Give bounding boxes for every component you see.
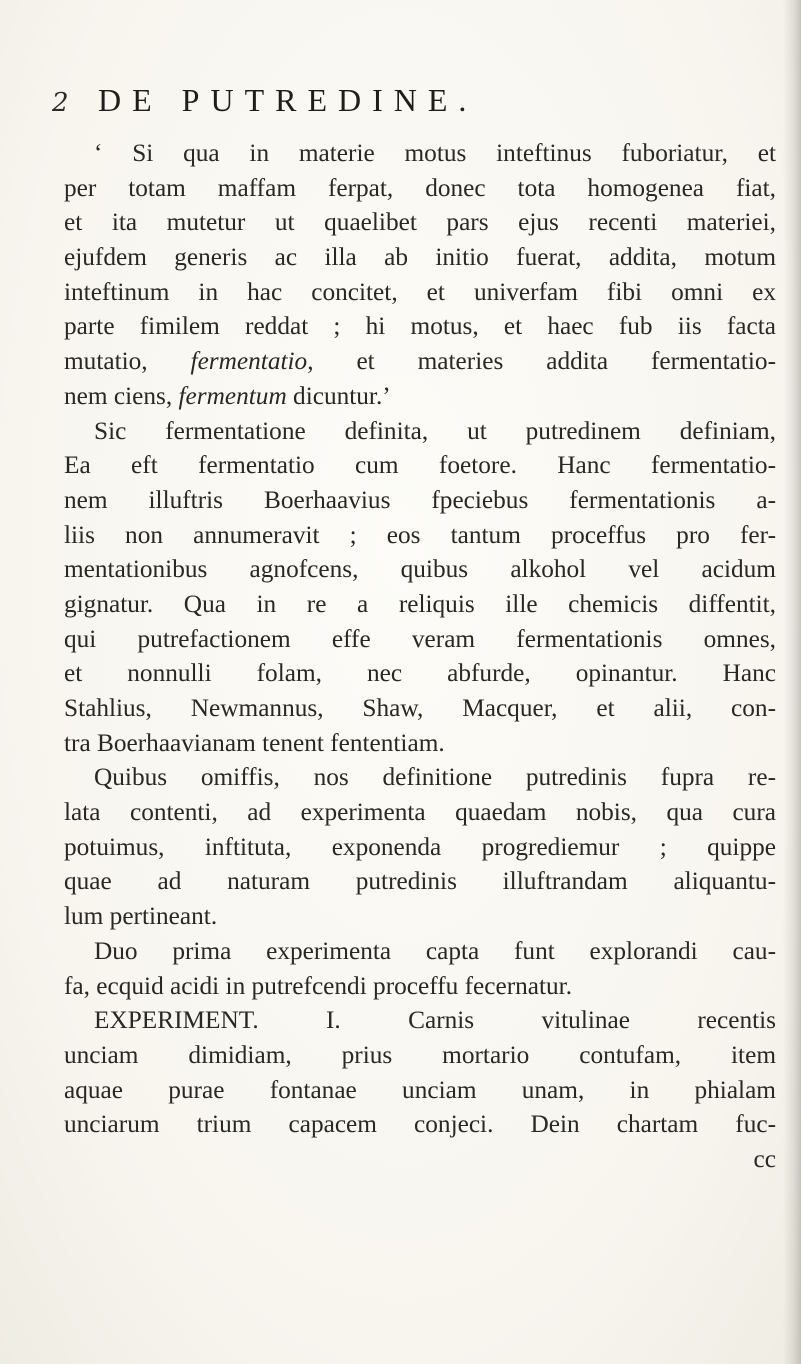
text-line: Duo prima experimenta capta funt explorandi cau- — [94, 936, 776, 965]
text-line: inteftinum in hac concitet, et univerfam fibi omni ex — [64, 277, 776, 306]
text-line: tra Boerhaavianam tenent fententiam. — [64, 728, 445, 757]
italic-term: fermentatio — [190, 347, 308, 376]
text-line: liis non annumeravit ; eos tantum proceffus pro fer- — [64, 520, 776, 549]
text-run: nem ciens, — [64, 381, 179, 410]
text-line: Sic fermentatione definita, ut putredinem definiam, — [94, 416, 776, 445]
text-line — [64, 379, 776, 414]
page-number: 2 — [52, 88, 69, 118]
text-line: potuimus, inftituta, exponenda progrediemur ; quippe — [64, 832, 776, 861]
text-line: et ita mutetur ut quaelibet pars ejus recenti materiei, — [64, 208, 776, 237]
text-line: Quibus omiffis, nos definitione putredinis fupra re- — [94, 763, 776, 792]
text-line: unciam dimidiam, prius mortario contufam, item — [64, 1040, 776, 1069]
text-run: dicuntur.’ — [286, 381, 391, 410]
page-header — [52, 82, 752, 128]
text-line: unciarum trium capacem conjeci. Dein chartam fuc- — [64, 1110, 776, 1139]
text-line: cc — [753, 1144, 776, 1173]
italic-term: fermentum — [178, 381, 287, 410]
text-line: et nonnulli folam, nec abfurde, opinantur. Hanc — [64, 659, 776, 688]
text-line: Stahlius, Newmannus, Shaw, Macquer, et alii, con- — [64, 694, 776, 722]
text-line: parte fimilem reddat ; hi motus, et haec fub iis facta — [64, 312, 776, 341]
text-run: , et materies addita fermentatio- — [307, 347, 776, 376]
text-run: mutatio, — [64, 347, 191, 376]
text-line: per totam maffam ferpat, donec tota homogenea fiat, — [64, 173, 776, 202]
running-title: DE PUTREDINE. — [98, 82, 478, 118]
text-line: quae ad naturam putredinis illuftrandam aliquantu- — [64, 867, 776, 896]
text-line: mentationibus agnofcens, quibus alkohol vel acidum — [64, 555, 776, 584]
text-line: gignatur. Qua in re a reliquis ille chemicis diffentit, — [64, 589, 776, 618]
body-text — [64, 136, 776, 1177]
text-line: fa, ecquid acidi in putrefcendi proceffu fecernatur. — [64, 971, 573, 1000]
text-line: qui putrefactionem effe veram fermentationis omnes, — [64, 624, 776, 653]
text-line: lata contenti, ad experimenta quaedam nobis, qua cura — [64, 798, 776, 827]
text-line: Ea eft fermentatio cum foetore. Hanc fermentatio- — [64, 451, 776, 480]
page-edge-shadow — [783, 0, 801, 1364]
text-line: ‘ Si qua in materie motus inteftinus fuboriatur, et — [94, 139, 776, 167]
text-line: aquae purae fontanae unciam unam, in phialam — [64, 1075, 776, 1104]
text-line: lum pertineant. — [64, 902, 218, 931]
text-line — [64, 344, 776, 379]
text-line: ejufdem generis ac illa ab initio fuerat, addita, motum — [64, 243, 776, 272]
text-line: nem illuftris Boerhaavius fpeciebus fermentationis a- — [64, 485, 776, 514]
text-line: EXPERIMENT. I. Carnis vitulinae recentis — [94, 1006, 776, 1035]
